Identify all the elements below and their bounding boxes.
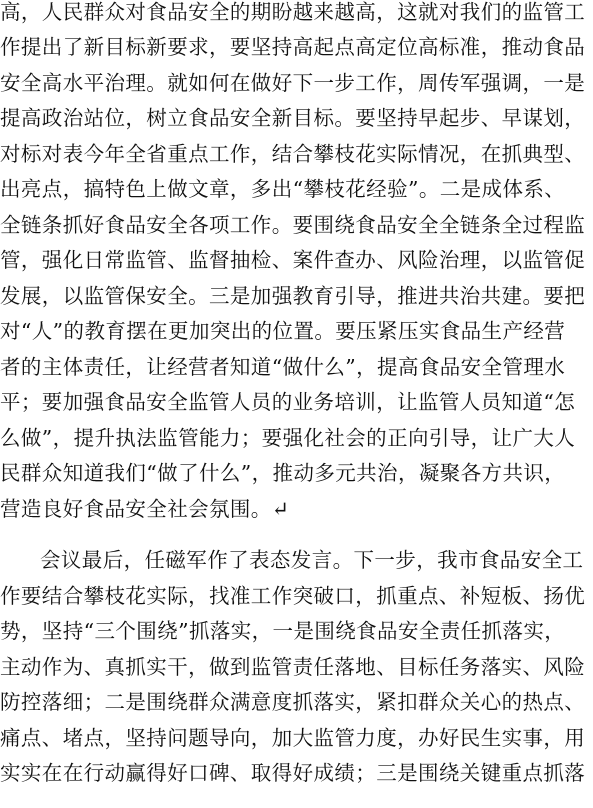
text-line: 安全高水平治理。就如何在做好下一步工作，周传军强调，一是 [0,71,586,95]
text-line: 对“人”的教育摆在更加突出的位置。要压紧压实食品生产经营 [0,319,566,343]
text-line: 管，强化日常监管、监督抽检、案件查办、风险治理，以监管促 [0,248,586,272]
text-line: 痛点、堵点，坚持问题导向，加大监管力度，办好民生实事，用 [0,726,586,750]
text-line: 民群众知道我们“做了什么”，推动多元共治，凝聚各方共识， [0,461,566,485]
text-line: 高，人民群众对食品安全的期盼越来越高，这就对我们的监管工 [0,0,586,24]
text-line: 者的主体责任，让经营者知道“做什么”，提高食品安全管理水 [0,355,566,379]
text-line: 作提出了新目标新要求，要坚持高起点高定位高标准，推动食品 [0,35,586,59]
text-line: 主动作为、真抓实干，做到监管责任落地、目标任务落实、风险 [0,655,586,679]
text-line: 提高政治站位，树立食品安全新目标。要坚持早起步、早谋划， [0,106,586,130]
text-line: 平；要加强食品安全监管人员的业务培训，让监管人员知道“怎 [0,390,576,414]
paragraph-first-line: 会议最后，任磁军作了表态发言。下一步，我市食品安全工 [40,548,584,572]
text-line: 对标对表今年全省重点工作，结合攀枝花实际情况，在抓典型、 [0,142,586,166]
text-line: 势，坚持“三个围绕”抓落实，一是围绕食品安全责任抓落实， [0,619,566,643]
text-line: 出亮点，搞特色上做文章，多出“攀枝花经验”。二是成体系、 [0,177,566,201]
text-line: 防控落细；二是围绕群众满意度抓落实，紧扣群众关心的热点、 [0,690,586,714]
text-line-cut-off: 实实在在行动赢得好口碑、取得好成绩；三是围绕关键重点抓落 [0,761,586,785]
text-line: 作要结合攀枝花实际，找准工作突破口，抓重点、补短板、扬优 [0,584,586,608]
text-line: 全链条抓好食品安全各项工作。要围绕食品安全全链条全过程监 [0,213,586,237]
text-line: 么做”，提升执法监管能力；要强化社会的正向引导，让广大人 [0,426,576,450]
paragraph-end-line: 营造良好食品安全社会氛围。↵ [0,497,290,521]
text-line: 发展，以监管保安全。三是加强教育引导，推进共治共建。要把 [0,284,586,308]
